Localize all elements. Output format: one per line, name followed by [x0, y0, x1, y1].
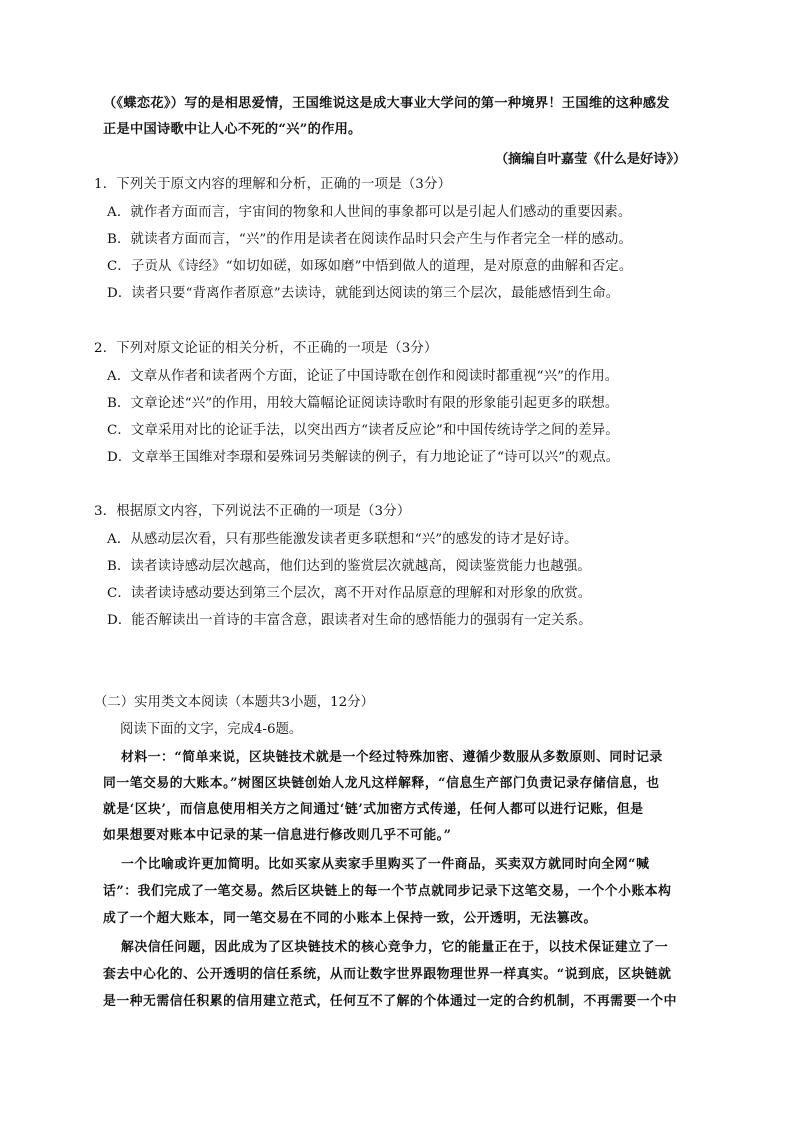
question-3-option-d: D．能否解读出一首诗的丰富含意，跟读者对生命的感悟能力的强弱有一定关系。 — [107, 613, 592, 628]
material-line-5: 一个比喻或许更加简明。比如买家从卖家手里购买了一件商品，买卖双方就同时向全网“喊 — [121, 857, 650, 872]
question-2-stem: 2．下列对原文论证的相关分析，不正确的一项是（3分） — [94, 341, 438, 356]
material-line-10: 是一种无需信任积累的信用建立范式，任何互不了解的个体通过一定的合约机制，不再需要一个中 — [103, 994, 677, 1009]
intro-line-1: （《蝶恋花》）写的是相思爱情，王国维说这是成大事业大学问的第一种境界！王国维的这种感发 — [103, 96, 670, 111]
material-line-7: 成了一个超大账本，同一笔交易在不同的小账本上保持一致，公开透明，无法篡改。 — [103, 911, 597, 926]
material-line-3: 就是‘区块’，而信息使用相关方之间通过‘链’式加密方式传递，任何人都可以进行记账，但是 — [103, 802, 644, 817]
question-1-option-b: B．就读者方面而言，“兴”的作用是读者在阅读作品时只会产生与作者完全一样的感动。 — [107, 232, 632, 247]
material-line-8: 解决信任问题，因此成为了区块链技术的核心竞争力，它的能量正在于，以技术保证建立了一 — [121, 940, 669, 955]
question-2-option-a: A．文章从作者和读者两个方面，论证了中国诗歌在创作和阅读时都重视“兴”的作用。 — [107, 369, 619, 384]
question-2-option-b: B．文章论述“兴”的作用，用较大篇幅论证阅读诗歌时有限的形象能引起更多的联想。 — [107, 396, 619, 411]
question-3-option-b: B．读者读诗感动层次越高，他们达到的鉴赏层次就越高，阅读鉴赏能力也越强。 — [107, 559, 591, 574]
material-line-4: 如果想要对账本中记录的某一信息进行修改则几乎不可能。” — [103, 828, 452, 843]
section-instruction: 阅读下面的文字，完成4-6题。 — [120, 722, 303, 737]
material-line-6: 话”：我们完成了一笔交易。然后区块链上的每一个节点就同步记录下这笔交易，一个个小账本构 — [103, 884, 672, 899]
question-1-option-a: A．就作者方面而言，宇宙间的物象和人世间的事象都可以是引起人们感动的重要因素。 — [107, 205, 632, 220]
question-3-option-a: A．从感动层次看，只有那些能激发读者更多联想和“兴”的感发的诗才是好诗。 — [107, 532, 578, 547]
material-line-1: 材料一：“简单来说，区块链技术就是一个经过特殊加密、遵循少数服从多数原则、同时记录 — [121, 750, 663, 765]
material-line-9: 套去中心化的、公开透明的信任系统，从而让数字世界跟物理世界一样真实。“说到底，区块链就 — [103, 967, 672, 982]
question-1-option-c: C．子贡从《诗经》“如切如磋，如琢如磨”中悟到做人的道理，是对原意的曲解和否定。 — [107, 259, 633, 274]
intro-line-2: 正是中国诗歌中让人心不死的“兴”的作用。 — [103, 122, 362, 137]
question-3-option-c: C．读者读诗感动要达到第三个层次，离不开对作品原意的理解和对形象的欣赏。 — [107, 586, 592, 601]
question-2-option-c: C．文章采用对比的论证手法，以突出西方“读者反应论”和中国传统诗学之间的差异。 — [107, 423, 619, 438]
question-1-option-d: D．读者只要“背离作者原意”去读诗，就能到达阅读的第三个层次，最能感悟到生命。 — [107, 286, 620, 301]
question-3-stem: 3．根据原文内容，下列说法不正确的一项是（3分） — [94, 504, 411, 519]
question-1-stem: 1．下列关于原文内容的理解和分析，正确的一项是（3分） — [94, 177, 452, 192]
question-2-option-d: D．文章举王国维对李璟和晏殊词另类解读的例子，有力地论证了“诗可以兴”的观点。 — [107, 450, 620, 465]
section-title: （二）实用类文本阅读（本题共3小题，12分） — [94, 695, 374, 710]
material-line-2: 同一笔交易的大账本。”树图区块链创始人龙凡这样解释，“信息生产部门负责记录存储信息，也 — [103, 776, 660, 791]
source-citation: （摘编自叶嘉莹《什么是好诗》） — [495, 152, 687, 167]
